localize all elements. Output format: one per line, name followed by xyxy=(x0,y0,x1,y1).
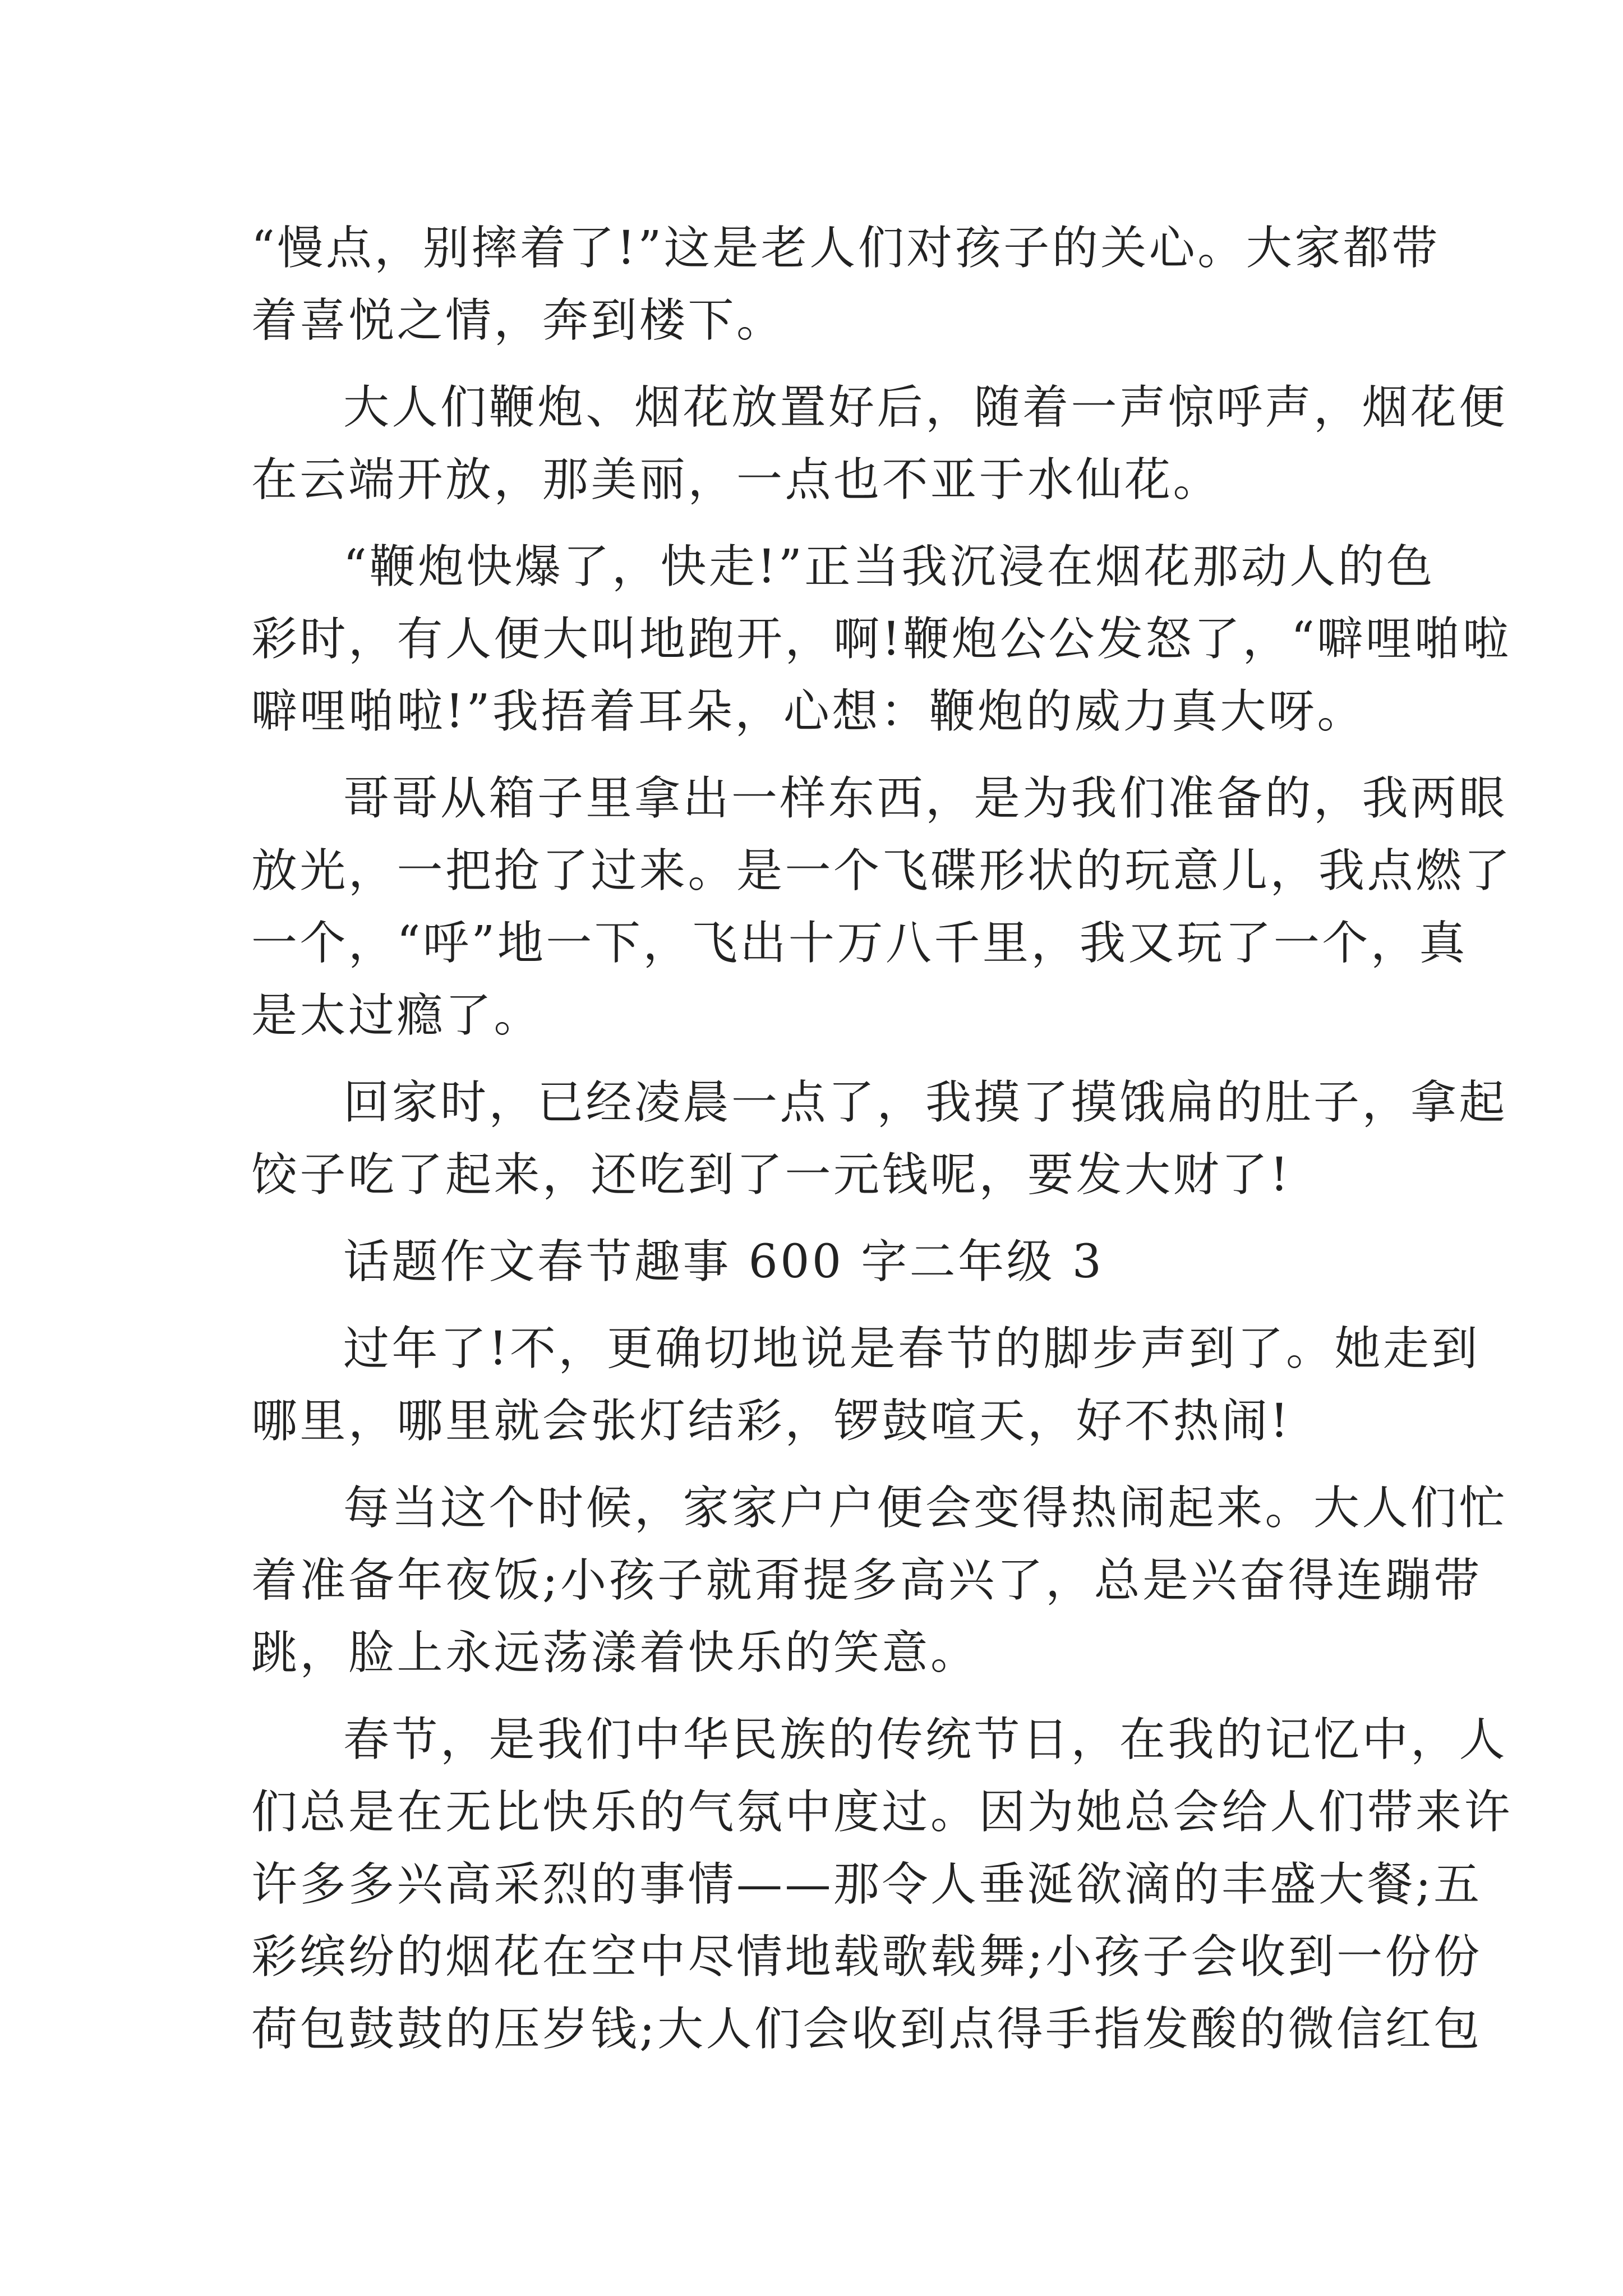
text-line: 噼哩啪啦!”我捂着耳朵，心想：鞭炮的威力真大呀。 xyxy=(251,685,1366,738)
text-line: 哪里，哪里就会张灯结彩，锣鼓喧天，好不热闹! xyxy=(251,1395,1291,1448)
essay-body xyxy=(251,212,1513,2065)
paragraph-start-line: 大人们鞭炮、烟花放置好后，随着一声惊呼声，烟花便 xyxy=(343,381,1508,434)
text-line: 在云端开放，那美丽，一点也不亚于水仙花。 xyxy=(251,453,1222,507)
paragraph-start-line: 哥哥从箱子里拿出一样东西，是为我们准备的，我两眼 xyxy=(343,772,1508,825)
text-line: 们总是在无比快乐的气氛中度过。因为她总会给人们带来许 xyxy=(251,1786,1513,1839)
paragraph-start-line: “鞭炮快爆了，快走!”正当我沉浸在烟花那动人的色 xyxy=(343,540,1435,593)
text-line: 彩缤纷的烟花在空中尽情地载歌载舞;小孩子会收到一份份 xyxy=(251,1930,1482,1984)
text-line: 饺子吃了起来，还吃到了一元钱呢，要发大财了! xyxy=(251,1148,1291,1202)
paragraph-start-line: 回家时，已经凌晨一点了，我摸了摸饿扁的肚子，拿起 xyxy=(343,1076,1508,1129)
paragraph-start-line: 过年了!不，更确切地说是春节的脚步声到了。她走到 xyxy=(343,1322,1480,1375)
paragraph-start-line: 每当这个时候，家家户户便会变得热闹起来。大人们忙 xyxy=(343,1481,1508,1535)
text-line: 彩时，有人便大叫地跑开，啊!鞭炮公公发怒了，“噼哩啪啦 xyxy=(251,613,1511,666)
text-line: 跳，脸上永远荡漾着快乐的笑意。 xyxy=(251,1626,979,1680)
text-line: 荷包鼓鼓的压岁钱;大人们会收到点得手指发酸的微信红包 xyxy=(251,2003,1482,2056)
text-line: 许多多兴高采烈的事情——那令人垂涎欲滴的丰盛大餐;五 xyxy=(251,1858,1482,1911)
paragraph-start-line: 春节，是我们中华民族的传统节日，在我的记忆中，人 xyxy=(343,1713,1508,1766)
text-line: 着准备年夜饭;小孩子就甭提多高兴了，总是兴奋得连蹦带 xyxy=(251,1554,1482,1607)
text-line: 着喜悦之情，奔到楼下。 xyxy=(251,294,785,347)
text-line: 一个，“呼”地一下，飞出十万八千里，我又玩了一个，真 xyxy=(251,917,1468,970)
section-heading: 话题作文春节趣事 600 字二年级 3 xyxy=(343,1235,1104,1289)
text-line: 放光，一把抢了过来。是一个飞碟形状的玩意儿，我点燃了 xyxy=(251,844,1513,898)
text-line: “慢点，别摔着了!”这是老人们对孩子的关心。大家都带 xyxy=(251,222,1440,275)
text-line: 是太过瘾了。 xyxy=(251,989,543,1042)
